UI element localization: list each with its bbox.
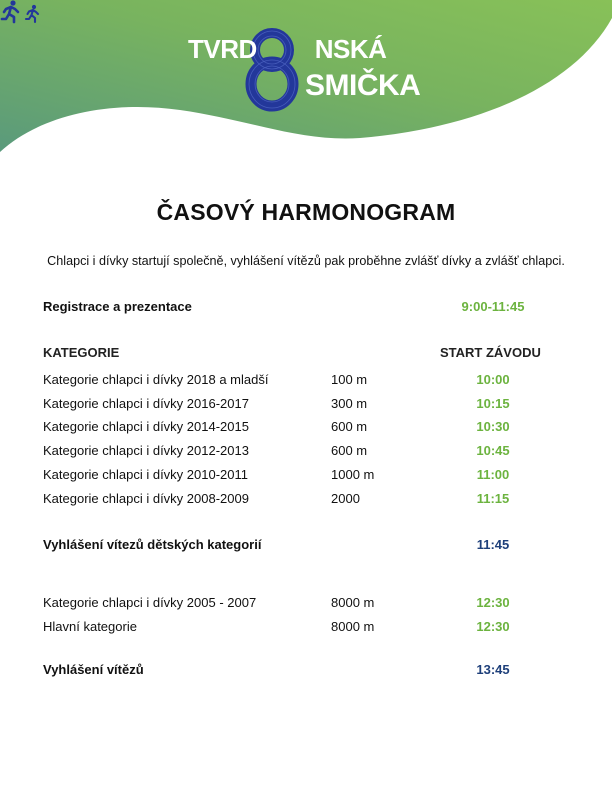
category-row bbox=[0, 372, 612, 390]
category-row bbox=[0, 443, 612, 461]
category-distance: 600 m bbox=[331, 419, 368, 434]
category-name: Kategorie chlapci i dívky 2012-2013 bbox=[43, 443, 249, 458]
category-distance: 1000 m bbox=[331, 467, 375, 482]
category-distance: 8000 m bbox=[331, 595, 375, 610]
category-name: Kategorie chlapci i dívky 2010-2011 bbox=[43, 467, 248, 482]
column-header-category: KATEGORIE bbox=[43, 345, 120, 360]
runners-icon bbox=[0, 0, 44, 24]
category-start-time: 10:30 bbox=[476, 419, 510, 434]
category-name: Kategorie chlapci i dívky 2005 - 2007 bbox=[43, 595, 257, 610]
event-logo bbox=[0, 0, 612, 160]
category-distance: 600 m bbox=[331, 443, 368, 458]
category-start-time: 10:45 bbox=[476, 443, 510, 458]
category-row bbox=[0, 595, 612, 613]
header-banner bbox=[0, 0, 612, 160]
category-start-time: 10:00 bbox=[476, 372, 510, 387]
column-header-start: START ZÁVODU bbox=[440, 345, 541, 360]
logo-text-tvrd: TVRD bbox=[188, 34, 257, 64]
logo-text-line1 bbox=[188, 34, 386, 65]
page-title: ČASOVÝ HARMONOGRAM bbox=[156, 199, 456, 225]
category-row bbox=[0, 419, 612, 437]
registration-time: 9:00-11:45 bbox=[461, 299, 525, 314]
kids-awards-time: 11:45 bbox=[476, 537, 510, 552]
registration-label: Registrace a prezentace bbox=[43, 299, 192, 314]
category-name: Kategorie chlapci i dívky 2008-2009 bbox=[43, 491, 249, 506]
category-name: Kategorie chlapci i dívky 2018 a mladší bbox=[43, 372, 269, 387]
category-start-time: 11:00 bbox=[476, 467, 510, 482]
category-distance: 8000 m bbox=[331, 619, 375, 634]
kids-awards-label: Vyhlášení vítezů dětských kategorií bbox=[43, 537, 262, 552]
category-row bbox=[0, 467, 612, 485]
category-start-time: 11:15 bbox=[476, 491, 510, 506]
category-distance: 2000 bbox=[331, 491, 360, 506]
category-name: Hlavní kategorie bbox=[43, 619, 137, 634]
category-row bbox=[0, 619, 612, 637]
category-distance: 100 m bbox=[331, 372, 368, 387]
logo-text-line2: SMIČKA bbox=[305, 69, 421, 102]
registration-row bbox=[0, 299, 612, 317]
category-row bbox=[0, 396, 612, 414]
kids-awards-row bbox=[0, 537, 612, 555]
category-name: Kategorie chlapci i dívky 2014-2015 bbox=[43, 419, 249, 434]
final-awards-label: Vyhlášení vítězů bbox=[43, 662, 144, 677]
intro-text: Chlapci i dívky startují společně, vyhlášení vítězů pak proběhne zvlášť dívky a zvlášť chlapci. bbox=[47, 254, 565, 268]
category-start-time: 12:30 bbox=[476, 595, 510, 610]
logo-text-nska: NSKÁ bbox=[314, 34, 387, 64]
final-awards-time: 13:45 bbox=[476, 662, 510, 677]
category-name: Kategorie chlapci i dívky 2016-2017 bbox=[43, 396, 249, 411]
category-distance: 300 m bbox=[331, 396, 368, 411]
category-start-time: 12:30 bbox=[476, 619, 510, 634]
category-row bbox=[0, 491, 612, 509]
final-awards-row bbox=[0, 662, 612, 680]
category-start-time: 10:15 bbox=[476, 396, 510, 411]
